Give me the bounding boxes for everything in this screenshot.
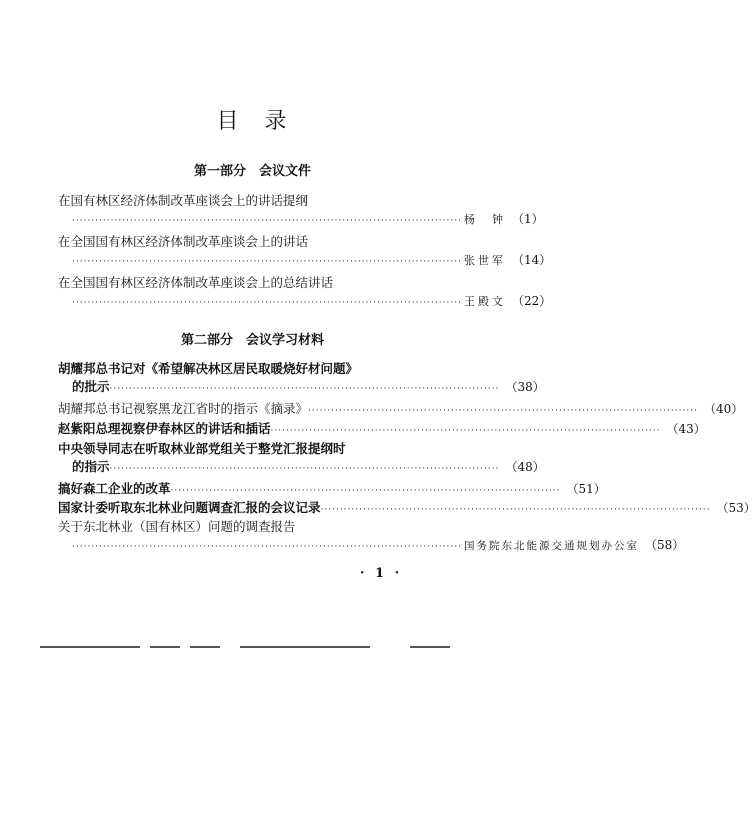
dot-leader: ····································································································· <box>109 464 500 474</box>
toc-entry[interactable] <box>58 233 552 271</box>
section-heading-part2: 第二部分 会议学习材料 <box>180 333 324 348</box>
dot-leader: ····································································································· <box>72 542 462 552</box>
toc-entry-title: 在国有林区经济体制改革座谈会上的讲话提纲 <box>58 193 309 208</box>
toc-entry[interactable] <box>58 192 544 230</box>
toc-entry-leader <box>58 210 544 230</box>
toc-entry-title: 胡耀邦总书记对《希望解决林区居民取暖烧好材问题》 <box>58 361 359 376</box>
toc-entry-page: （53） <box>716 501 756 515</box>
toc-entry-author: 国务院东北能源交通规划办公室 <box>463 540 639 552</box>
toc-entry-page: （14） <box>511 253 552 267</box>
toc-entry-leader <box>58 400 744 420</box>
toc-entry-leader <box>58 420 706 440</box>
toc-entry-leader <box>58 458 545 478</box>
toc-entry[interactable] <box>58 420 706 440</box>
dot-leader: ····································································································· <box>270 426 661 436</box>
toc-entry[interactable] <box>58 440 545 478</box>
toc-entry-page: （40） <box>703 402 744 416</box>
dot-leader: ····································································································· <box>308 406 698 416</box>
toc-entry-leader <box>58 480 606 500</box>
section-heading-part1: 第一部分 会议文件 <box>193 164 311 179</box>
toc-entry-title-cont: 的批示 <box>72 379 110 394</box>
toc-entry[interactable] <box>58 400 744 420</box>
dot-leader: ····································································································· <box>320 505 711 515</box>
toc-entry-title: 中央领导同志在听取林业部党组关于整党汇报提纲时 <box>58 441 346 456</box>
toc-entry[interactable] <box>58 274 552 312</box>
toc-entry-author: 杨 钟 <box>463 213 506 226</box>
divider <box>150 646 180 648</box>
toc-entry-leader <box>58 536 685 556</box>
page-title: 目 录 <box>216 109 289 134</box>
dot-leader: ····································································································· <box>72 257 462 267</box>
toc-entry-author: 王殿文 <box>463 295 506 308</box>
toc-entry-title-cont: 的指示 <box>72 459 110 474</box>
toc-entry-page: （43） <box>666 422 706 436</box>
dot-leader: ····································································································· <box>72 216 462 226</box>
toc-entry-leader <box>58 251 552 271</box>
toc-entry-title: 赵紫阳总理视察伊春林区的讲话和插话 <box>58 421 271 436</box>
dot-leader: ····································································································· <box>109 384 500 394</box>
toc-entry-leader <box>58 292 552 312</box>
toc-entry-page: （51） <box>566 482 606 496</box>
toc-entry-title: 在全国国有林区经济体制改革座谈会上的讲话 <box>58 234 309 249</box>
toc-entry-page: （48） <box>505 460 545 474</box>
toc-entry-leader <box>58 378 545 398</box>
toc-entry-page: （58） <box>644 538 685 552</box>
divider <box>190 646 220 648</box>
dot-leader: ····································································································· <box>170 486 561 496</box>
toc-entry[interactable] <box>58 360 545 398</box>
toc-entry-author: 张世军 <box>463 254 506 267</box>
toc-entry-page: （38） <box>505 380 545 394</box>
toc-entry-title: 在全国国有林区经济体制改革座谈会上的总结讲话 <box>58 275 334 290</box>
toc-entry[interactable] <box>58 518 685 556</box>
toc-entry-page: （22） <box>511 294 552 308</box>
dot-leader: ····································································································· <box>72 298 462 308</box>
divider <box>410 646 450 648</box>
toc-entry[interactable] <box>58 499 756 519</box>
divider <box>40 646 140 648</box>
toc-entry-title: 胡耀邦总书记视察黑龙江省时的指示《摘录》 <box>58 401 309 416</box>
toc-entry-title: 搞好森工企业的改革 <box>58 481 171 496</box>
toc-entry[interactable] <box>58 480 606 500</box>
toc-entry-page: （1） <box>511 212 544 226</box>
toc-entry-title: 国家计委听取东北林业问题调查汇报的会议记录 <box>58 500 321 515</box>
page-number: · 1 · <box>360 566 403 581</box>
toc-entry-leader <box>58 499 756 519</box>
toc-entry-title: 关于东北林业（国有林区）问题的调查报告 <box>58 519 296 534</box>
divider <box>240 646 370 648</box>
